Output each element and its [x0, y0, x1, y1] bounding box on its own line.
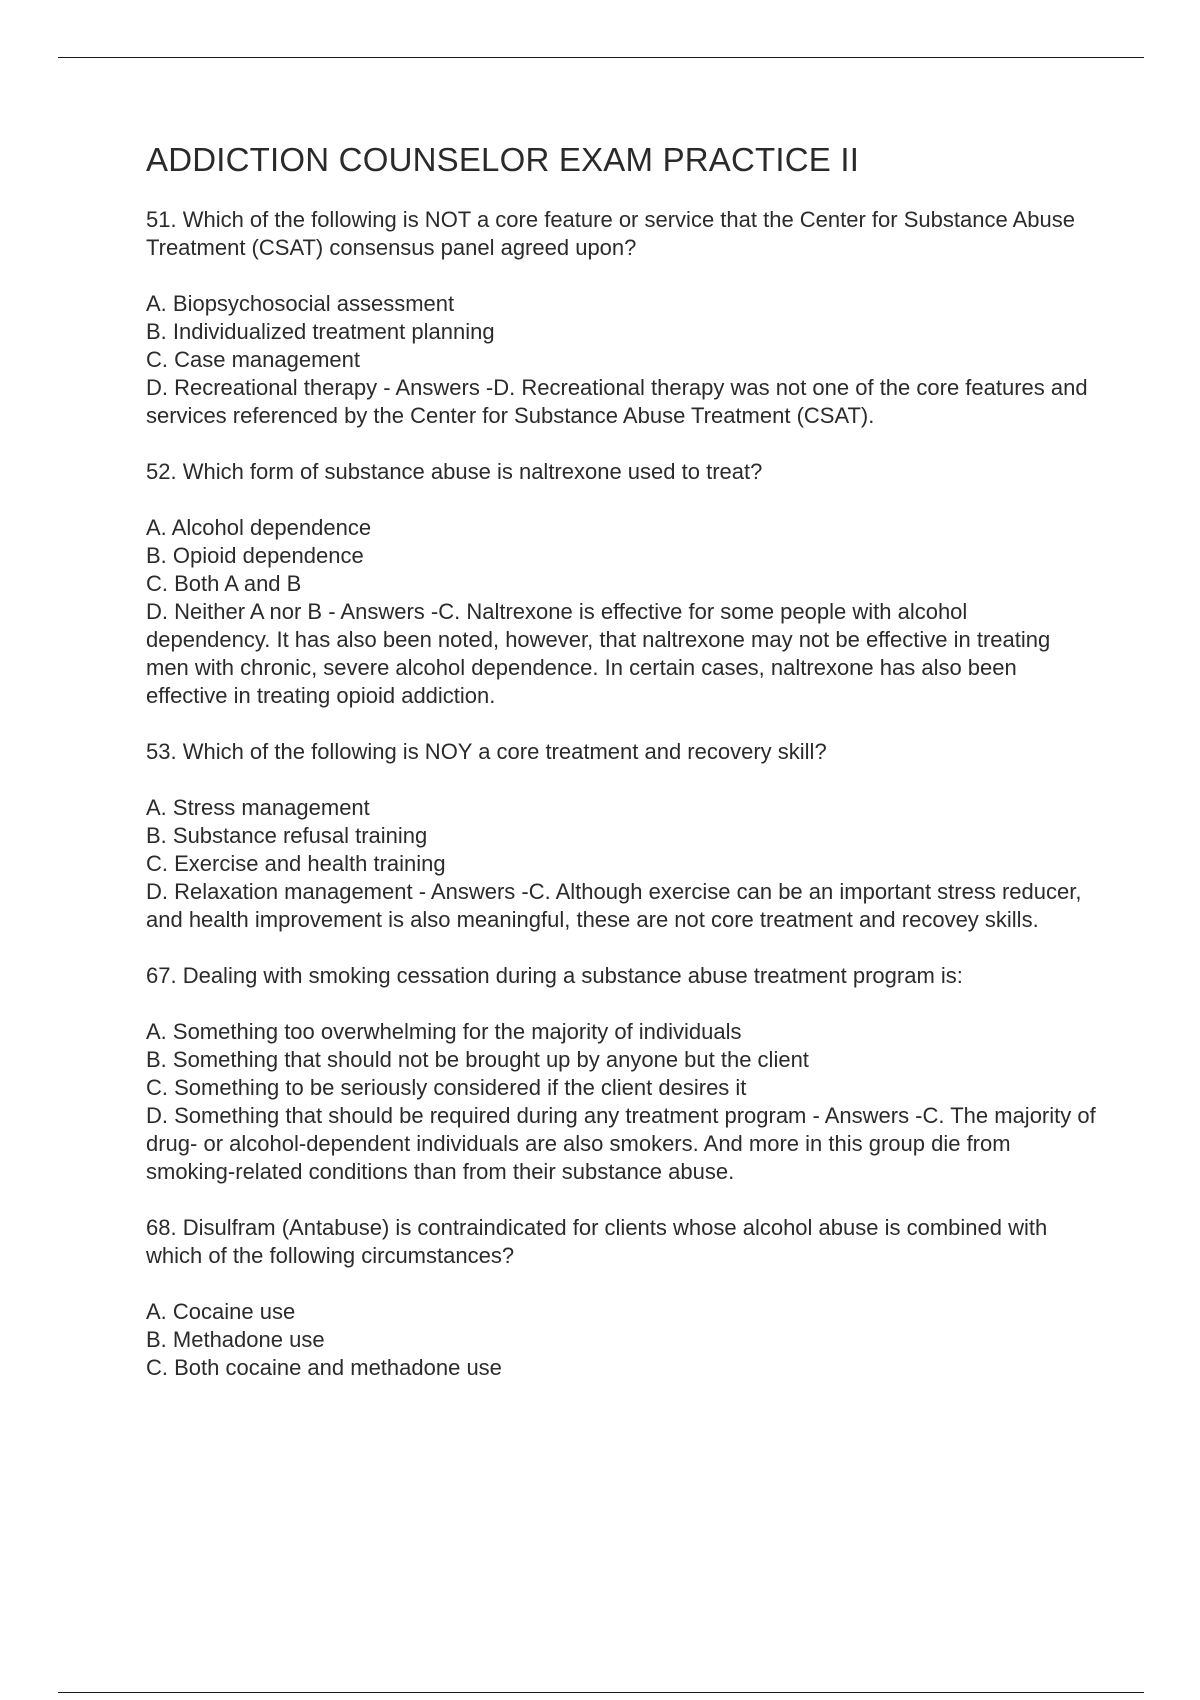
answer-option: C. Exercise and health training: [146, 850, 446, 876]
question-67: [146, 962, 1096, 1186]
question-51: [146, 206, 1096, 430]
question-text: 51. Which of the following is NOT a core feature or service that the Center for Substance Abuse Treatment (CSAT) consensus panel agreed upon?: [146, 206, 1075, 260]
question-text: 68. Disulfram (Antabuse) is contraindicated for clients whose alcohol abuse is combined with which of the following circumstances?: [146, 1214, 1048, 1268]
answer-option: B. Substance refusal training: [146, 822, 428, 848]
answer-option-with-explanation: D. Neither A nor B - Answers -C. Naltrexone is effective for some people with alcohol dependency. It has also been noted, however, that naltrexone may not be effective in treating men with chronic, severe alcohol dependence. In certain cases, naltrexone has also been effective in treating opioid addiction.: [146, 598, 1051, 708]
bottom-rule: [58, 1692, 1144, 1693]
question-68: [146, 1214, 1096, 1382]
answer-option: C. Both A and B: [146, 570, 302, 596]
answer-option: B. Something that should not be brought up by anyone but the client: [146, 1046, 809, 1072]
document-body: [146, 140, 1096, 1410]
answer-option-with-explanation: D. Something that should be required during any treatment program - Answers -C. The majority of drug- or alcohol-dependent individuals are also smokers. And more in this group die from smoking-related conditions than from their substance abuse.: [146, 1102, 1096, 1184]
top-rule: [58, 57, 1144, 58]
document-title: ADDICTION COUNSELOR EXAM PRACTICE II: [146, 141, 860, 178]
question-text: 53. Which of the following is NOY a core treatment and recovery skill?: [146, 738, 827, 764]
question-53: [146, 738, 1096, 934]
answer-option: C. Case management: [146, 346, 360, 372]
answer-option: B. Individualized treatment planning: [146, 318, 495, 344]
question-text: 52. Which form of substance abuse is naltrexone used to treat?: [146, 458, 763, 484]
question-52: [146, 458, 1096, 710]
answer-option: A. Biopsychosocial assessment: [146, 290, 455, 316]
answer-option-with-explanation: D. Relaxation management - Answers -C. Although exercise can be an important stress reducer, and health improvement is also meaningful, these are not core treatment and recovey skills.: [146, 878, 1082, 932]
answer-option: A. Alcohol dependence: [146, 514, 372, 540]
answer-option: B. Opioid dependence: [146, 542, 364, 568]
answer-option: A. Cocaine use: [146, 1298, 296, 1324]
answer-option: C. Both cocaine and methadone use: [146, 1354, 502, 1380]
answer-option: C. Something to be seriously considered if the client desires it: [146, 1074, 747, 1100]
question-text: 67. Dealing with smoking cessation during a substance abuse treatment program is:: [146, 962, 963, 988]
answer-option: A. Stress management: [146, 794, 370, 820]
answer-option-with-explanation: D. Recreational therapy - Answers -D. Recreational therapy was not one of the core features and services referenced by the Center for Substance Abuse Treatment (CSAT).: [146, 374, 1088, 428]
answer-option: B. Methadone use: [146, 1326, 325, 1352]
answer-option: A. Something too overwhelming for the majority of individuals: [146, 1018, 742, 1044]
